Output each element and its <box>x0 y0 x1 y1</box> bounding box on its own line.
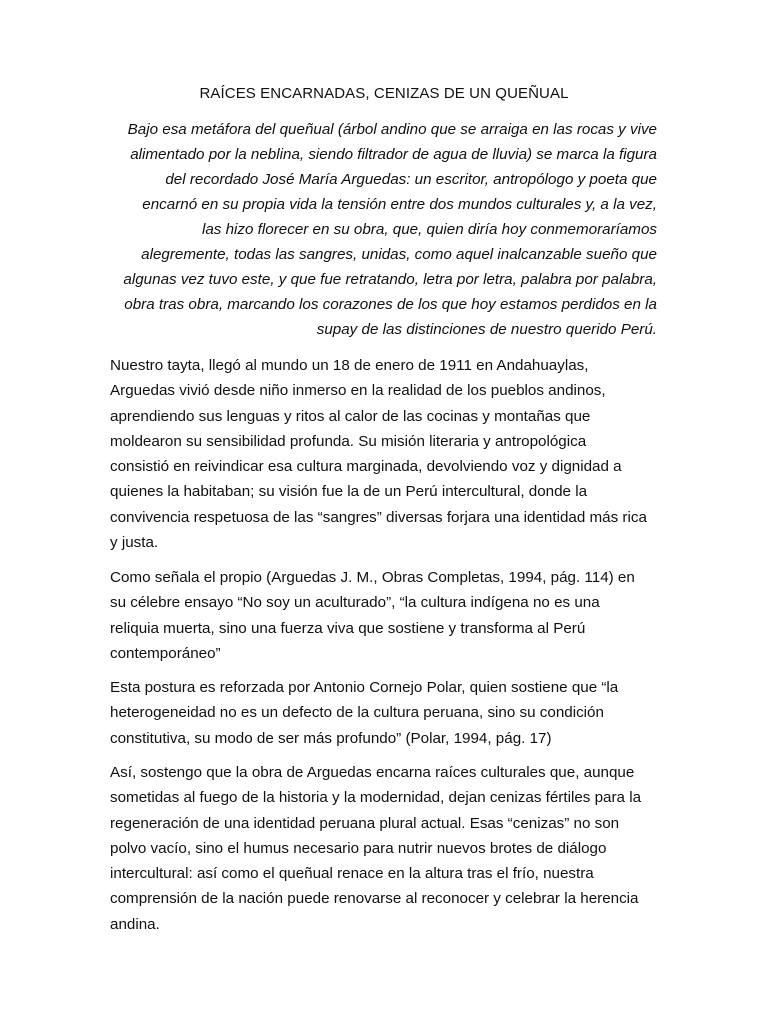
epigraph-line: las hizo florecer en su obra, que, quien diría hoy conmemoraríamos <box>201 221 657 238</box>
epigraph-line: supay de las distinciones de nuestro querido Perú. <box>316 321 657 338</box>
paragraph-line: contemporáneo” <box>110 644 221 662</box>
paragraph-line: convivencia respetuosa de las “sangres” diversas forjara una identidad más rica <box>110 508 647 526</box>
epigraph-line: obra tras obra, marcando los corazones de los que hoy estamos perdidos en la <box>124 296 657 313</box>
paragraph-line: aprendiendo sus lenguas y ritos al calor de las cocinas y montañas que <box>110 407 591 425</box>
paragraph-line: sometidas al fuego de la historia y la modernidad, dejan cenizas fértiles para la <box>110 789 642 807</box>
epigraph <box>108 117 657 342</box>
paragraph-line: Nuestro tayta, llegó al mundo un 18 de enero de 1911 en Andahuaylas, <box>110 357 589 374</box>
paragraph-line: moldearon su sensibilidad profunda. Su misión literaria y antropológica <box>110 432 587 450</box>
paragraph-line: andina. <box>110 915 160 933</box>
paragraph-line: quienes la habitaban; su visión fue la de un Perú intercultural, donde la <box>110 483 588 501</box>
paragraph-line: y justa. <box>110 534 159 552</box>
epigraph-line: algunas vez tuvo este, y que fue retratando, letra por letra, palabra por palabra, <box>123 271 657 288</box>
paragraph-line: su célebre ensayo “No soy un aculturado”, “la cultura indígena no es una <box>110 594 600 612</box>
paragraph-line: polvo vacío, sino el humus necesario para nutrir nuevos brotes de diálogo <box>110 839 607 857</box>
paragraph-line: constitutiva, su modo de ser más profundo” (Polar, 1994, pág. 17) <box>110 729 552 747</box>
paragraph-line: reliquia muerta, sino una fuerza viva que sostiene y transforma al Perú <box>110 619 586 637</box>
paragraph-4 <box>110 760 660 937</box>
document-title: RAÍCES ENCARNADAS, CENIZAS DE UN QUEÑUAL <box>199 85 569 102</box>
paragraph-3 <box>110 675 660 751</box>
paragraph-line: Así, sostengo que la obra de Arguedas encarna raíces culturales que, aunque <box>110 764 635 781</box>
paragraph-1 <box>110 353 660 555</box>
paragraph-line: intercultural: así como el queñual renace en la altura tras el frío, nuestra <box>110 865 594 883</box>
paragraph-line: regeneración de una identidad peruana plural actual. Esas “cenizas” no son <box>110 814 620 832</box>
paragraph-line: Arguedas vivió desde niño inmerso en la realidad de los pueblos andinos, <box>110 382 606 400</box>
epigraph-line: alimentado por la neblina, siendo filtrador de agua de lluvia) se marca la figura <box>130 146 657 163</box>
paragraph-2 <box>110 565 660 666</box>
paragraph-line: consistió en reivindicar esa cultura marginada, devolviendo voz y dignidad a <box>110 458 622 476</box>
epigraph-line: alegremente, todas las sangres, unidas, como aquel inalcanzable sueño que <box>141 246 657 263</box>
paragraph-line: Como señala el propio (Arguedas J. M., Obras Completas, 1994, pág. 114) en <box>110 569 635 586</box>
paragraph-line: comprensión de la nación puede renovarse al reconocer y celebrar la herencia <box>110 890 639 908</box>
epigraph-line: Bajo esa metáfora del queñual (árbol andino que se arraiga en las rocas y vive <box>127 121 657 138</box>
paragraph-line: heterogeneidad no es un defecto de la cultura peruana, sino su condición <box>110 704 604 722</box>
epigraph-line: encarnó en su propia vida la tensión entre dos mundos culturales y, a la vez, <box>142 196 657 213</box>
paragraph-line: Esta postura es reforzada por Antonio Cornejo Polar, quien sostiene que “la <box>110 679 619 696</box>
epigraph-line: del recordado José María Arguedas: un escritor, antropólogo y poeta que <box>165 171 657 188</box>
